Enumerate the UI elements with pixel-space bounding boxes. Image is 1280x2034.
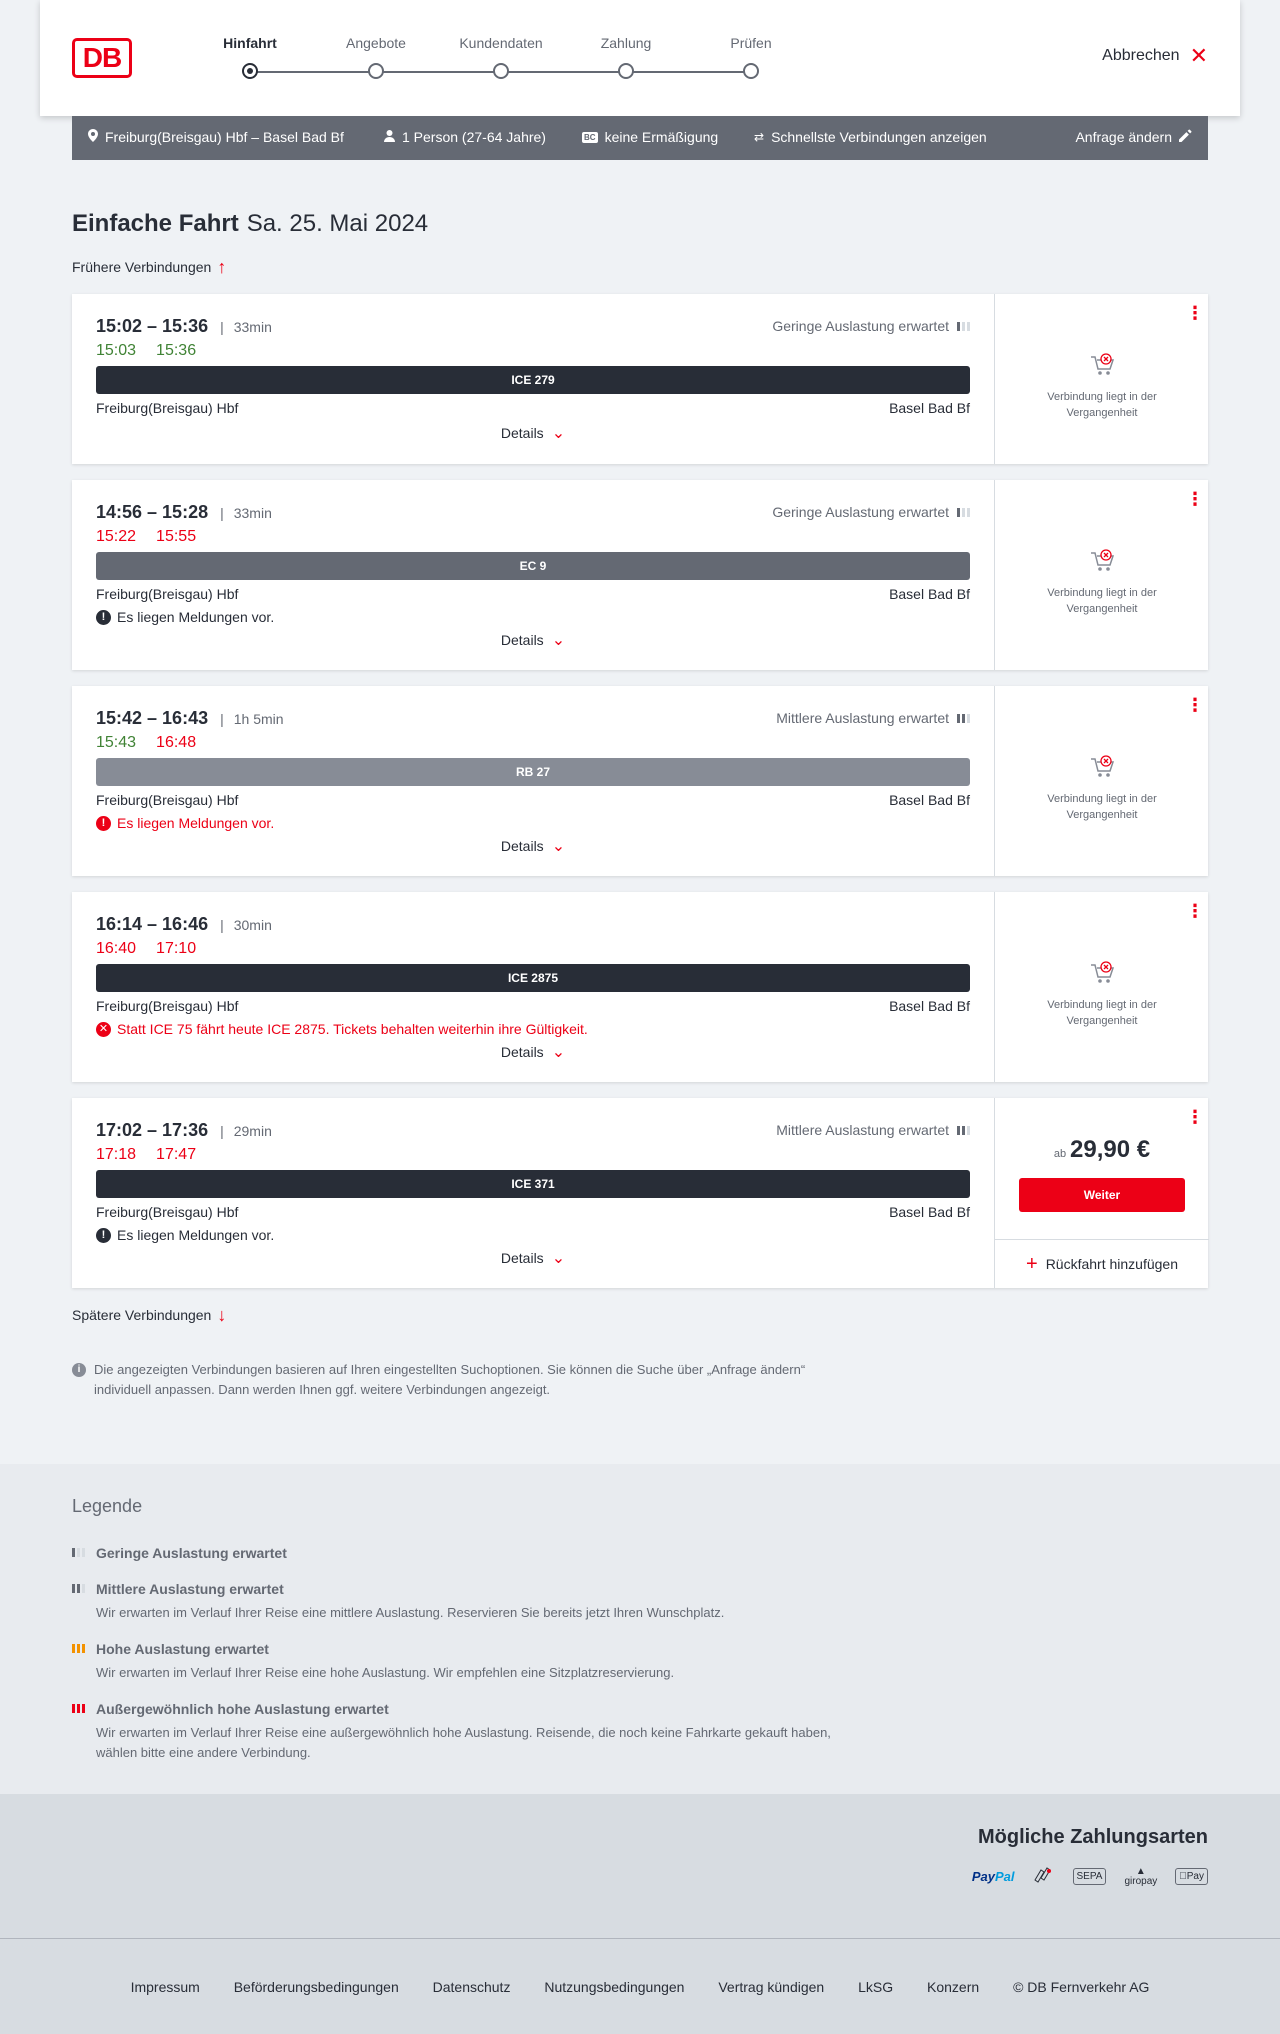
- legend-item-text: Wir erwarten im Verlauf Ihrer Reise eine außergewöhnlich hohe Auslastung. Reisende, die noch keine Fahrkarte gekauft haben, wählen bitte eine andere Verbindung.: [96, 1725, 831, 1760]
- more-options-icon[interactable]: ⋮: [1186, 489, 1204, 509]
- connection-main: [72, 294, 994, 464]
- booking-header: [40, 0, 1240, 116]
- details-label: Details: [500, 838, 544, 854]
- step-dot: [743, 63, 759, 79]
- swap-arrows-icon: ⇄: [754, 130, 765, 144]
- occupancy-low-icon: [72, 1548, 85, 1557]
- legend-item-medium: [72, 1581, 872, 1623]
- connection-times: [96, 1120, 272, 1141]
- step-dot: [618, 63, 634, 79]
- legend-item-title: Mittlere Auslastung erwartet: [96, 1581, 284, 1597]
- step-dot: [368, 63, 384, 79]
- connection-offer-panel: [994, 480, 1208, 670]
- page-title: [72, 210, 428, 238]
- arrival-station: Basel Bad Bf: [889, 400, 970, 416]
- departure-station: Freiburg(Breisgau) Hbf: [96, 400, 239, 416]
- occupancy-icon: [957, 1126, 970, 1135]
- connection-offer-panel: [994, 1098, 1208, 1288]
- duration: 33min: [233, 318, 272, 335]
- scheduled-times: 17:02 – 17:36: [96, 1120, 209, 1140]
- footer-links: [0, 1979, 1280, 1995]
- footer-link-konzern[interactable]: Konzern: [927, 1979, 980, 1995]
- legend-title: Legende: [72, 1496, 143, 1516]
- step-hinfahrt: [190, 35, 310, 51]
- connection-card[interactable]: [72, 1098, 1208, 1288]
- booking-stepper: [170, 0, 810, 116]
- fastest-connections-toggle[interactable]: [754, 129, 987, 145]
- connection-times: [96, 914, 272, 935]
- occupancy-text: Mittlere Auslastung erwartet: [776, 1122, 949, 1138]
- legend-item-high: [72, 1641, 872, 1683]
- legend-section: [0, 1464, 1280, 1794]
- past-connection-text: Verbindung liegt in der Vergangenheit: [1047, 391, 1157, 419]
- occupancy-icon: [957, 508, 970, 517]
- chevron-down-icon: ⌄: [551, 1250, 566, 1267]
- realtime-times: [96, 734, 216, 752]
- connection-message: [96, 1021, 588, 1037]
- search-info-note: [72, 1360, 852, 1400]
- realtime-times: [96, 1146, 216, 1164]
- realtime-times: [96, 940, 216, 958]
- realtime-arrival: 16:48: [156, 734, 197, 751]
- connection-offer-panel: [994, 892, 1208, 1082]
- past-connection-text: Verbindung liegt in der Vergangenheit: [1047, 587, 1157, 615]
- details-toggle[interactable]: [72, 423, 994, 443]
- connection-main: [72, 1098, 994, 1288]
- fastest-text: Schnellste Verbindungen anzeigen: [771, 129, 987, 145]
- chevron-down-icon: ⌄: [551, 632, 566, 649]
- price-prefix: ab: [1053, 1148, 1067, 1160]
- discount-text: keine Ermäßigung: [604, 129, 719, 145]
- chevron-down-icon: ⌄: [551, 838, 566, 855]
- departure-station: Freiburg(Breisgau) Hbf: [96, 998, 239, 1014]
- separator: |: [220, 1122, 224, 1139]
- footer-link-lksg[interactable]: LkSG: [858, 1979, 894, 1995]
- legend-item-text: Wir erwarten im Verlauf Ihrer Reise eine hohe Auslastung. Wir empfehlen eine Sitzplatzreservierung.: [96, 1665, 675, 1680]
- chevron-down-icon: ⌄: [551, 1044, 566, 1061]
- step-pruefen[interactable]: [691, 35, 811, 51]
- realtime-departure: 15:43: [96, 734, 137, 751]
- connection-card[interactable]: [72, 294, 1208, 464]
- train-bar[interactable]: EC 9: [96, 552, 970, 580]
- chevron-down-icon: ⌄: [551, 425, 566, 442]
- occupancy-icon: [957, 714, 970, 723]
- details-toggle[interactable]: [72, 1248, 994, 1268]
- details-toggle[interactable]: [72, 836, 994, 856]
- occupancy-high-icon: [72, 1644, 85, 1653]
- apple-pay-icon: Pay: [1175, 1868, 1208, 1885]
- departure-station: Freiburg(Breisgau) Hbf: [96, 586, 239, 602]
- realtime-arrival: 17:47: [156, 1146, 197, 1163]
- search-summary-bar: [72, 116, 1208, 160]
- location-pin-icon: [88, 129, 98, 145]
- add-return-label: Rückfahrt hinzufügen: [1045, 1256, 1178, 1272]
- later-connections-link[interactable]: [72, 1307, 226, 1323]
- occupancy-text: Mittlere Auslastung erwartet: [776, 710, 949, 726]
- footer-copyright: © DB Fernverkehr AG: [1013, 1979, 1150, 1995]
- realtime-departure: 15:03: [96, 342, 137, 359]
- route-text: Freiburg(Breisgau) Hbf – Basel Bad Bf: [105, 129, 344, 145]
- connection-times: [96, 502, 272, 523]
- separator: |: [220, 318, 224, 335]
- duration: 1h 5min: [233, 710, 284, 727]
- alert-icon: !: [96, 816, 111, 831]
- train-bar[interactable]: ICE 371: [96, 1170, 970, 1198]
- realtime-arrival: 15:36: [156, 342, 197, 359]
- arrow-up-icon: ↑: [217, 257, 227, 277]
- occupancy-medium-icon: [72, 1584, 85, 1593]
- discount-summary: [582, 129, 718, 145]
- details-label: Details: [500, 1044, 544, 1060]
- step-dot: [493, 63, 509, 79]
- realtime-times: [96, 342, 216, 360]
- legend-item-text: Wir erwarten im Verlauf Ihrer Reise eine mittlere Auslastung. Reservieren Sie bereits jetzt Ihren Wunschplatz.: [96, 1605, 725, 1620]
- realtime-arrival: 17:10: [156, 940, 197, 957]
- past-connection-text: Verbindung liegt in der Vergangenheit: [1047, 999, 1157, 1027]
- payment-methods-title: Mögliche Zahlungsarten: [977, 1826, 1208, 1848]
- message-text: Statt ICE 75 fährt heute ICE 2875. Tickets behalten weiterhin ihre Gültigkeit.: [117, 1021, 588, 1037]
- connection-offer-panel: [994, 686, 1208, 876]
- arrival-station: Basel Bad Bf: [889, 998, 970, 1014]
- more-options-icon[interactable]: ⋮: [1186, 695, 1204, 715]
- step-kundendaten[interactable]: [441, 35, 561, 51]
- trip-date: Sa. 25. Mai 2024: [246, 210, 429, 237]
- footer-link-befoerderungsbedingungen[interactable]: Beförderungsbedingungen: [233, 1979, 399, 1995]
- duration: 29min: [233, 1122, 272, 1139]
- change-request-label: Anfrage ändern: [1075, 129, 1172, 145]
- connection-main: [72, 480, 994, 670]
- cart-unavailable-icon: [1089, 547, 1117, 575]
- bahncard-icon: BC: [584, 132, 596, 142]
- past-connection-text: Verbindung liegt in der Vergangenheit: [1047, 793, 1157, 821]
- realtime-times: [96, 528, 216, 546]
- step-label: Prüfen: [730, 35, 772, 51]
- arrow-down-icon: ↓: [217, 1305, 227, 1325]
- occupancy-info: [772, 504, 970, 520]
- continue-button[interactable]: Weiter: [1019, 1178, 1185, 1212]
- occupancy-text: Geringe Auslastung erwartet: [772, 318, 949, 334]
- cancel-button[interactable]: [1102, 43, 1208, 68]
- message-text: Es liegen Meldungen vor.: [117, 815, 275, 831]
- cart-unavailable-icon: [1089, 351, 1117, 379]
- step-angebote[interactable]: [316, 35, 436, 51]
- step-zahlung[interactable]: [566, 35, 686, 51]
- details-label: Details: [500, 425, 544, 441]
- duration: 33min: [233, 504, 272, 521]
- giropay-icon: ▲ giropay: [1124, 1865, 1158, 1887]
- message-text: Es liegen Meldungen vor.: [117, 1227, 275, 1243]
- realtime-departure: 15:22: [96, 528, 137, 545]
- arrival-station: Basel Bad Bf: [889, 1204, 970, 1220]
- legend-item-exceptional: [72, 1701, 872, 1763]
- connection-message: [96, 609, 274, 625]
- legend-item-title: Hohe Auslastung erwartet: [96, 1641, 269, 1657]
- arrival-station: Basel Bad Bf: [889, 792, 970, 808]
- footer-link-nutzungsbedingungen[interactable]: Nutzungsbedingungen: [544, 1979, 685, 1995]
- departure-station: Freiburg(Breisgau) Hbf: [96, 1204, 239, 1220]
- connection-message: [96, 815, 274, 831]
- step-label: Zahlung: [600, 35, 652, 51]
- route-summary: [88, 129, 344, 145]
- change-request-button[interactable]: [1075, 129, 1192, 145]
- scheduled-times: 14:56 – 15:28: [96, 502, 209, 522]
- step-dot: [242, 63, 258, 79]
- close-icon: ✕: [1189, 43, 1208, 68]
- plus-icon: +: [1026, 1252, 1038, 1275]
- separator: |: [220, 916, 224, 933]
- arrival-station: Basel Bad Bf: [889, 586, 970, 602]
- realtime-departure: 17:18: [96, 1146, 137, 1163]
- more-options-icon[interactable]: ⋮: [1186, 303, 1204, 323]
- occupancy-icon: [957, 322, 970, 331]
- occupancy-info: [772, 318, 970, 334]
- connection-card[interactable]: [72, 686, 1208, 876]
- connection-card[interactable]: [72, 892, 1208, 1082]
- scheduled-times: 15:42 – 16:43: [96, 708, 209, 728]
- details-toggle[interactable]: [72, 1042, 994, 1062]
- price-display: [995, 1136, 1209, 1164]
- legend-item-title: Geringe Auslastung erwartet: [96, 1545, 287, 1561]
- payment-methods-section: [0, 1794, 1280, 1938]
- occupancy-info: [776, 1122, 970, 1138]
- paypal-icon: PayPal: [971, 1869, 1015, 1884]
- connection-offer-panel: [994, 294, 1208, 464]
- realtime-departure: 16:40: [96, 940, 137, 957]
- duration: 30min: [233, 916, 272, 933]
- train-bar[interactable]: RB 27: [96, 758, 970, 786]
- later-connections-label: Spätere Verbindungen: [72, 1307, 212, 1323]
- footer-link-impressum[interactable]: Impressum: [130, 1979, 200, 1995]
- connection-card[interactable]: [72, 480, 1208, 670]
- details-label: Details: [500, 1250, 544, 1266]
- train-bar[interactable]: ICE 2875: [96, 964, 970, 992]
- more-options-icon[interactable]: ⋮: [1186, 1107, 1204, 1127]
- more-options-icon[interactable]: ⋮: [1186, 901, 1204, 921]
- step-label: Kundendaten: [459, 35, 543, 51]
- connection-main: [72, 892, 994, 1082]
- footer-link-vertrag-kuendigen[interactable]: Vertrag kündigen: [718, 1979, 825, 1995]
- footer: [0, 1938, 1280, 2034]
- traveller-text: 1 Person (27-64 Jahre): [402, 129, 546, 145]
- trip-type-label: Einfache Fahrt: [72, 210, 239, 237]
- add-return-trip-button[interactable]: [995, 1239, 1209, 1288]
- credit-card-icon: [1033, 1866, 1055, 1887]
- step-label: Hinfahrt: [223, 35, 277, 51]
- legend-item-low: [72, 1545, 872, 1561]
- message-text: Es liegen Meldungen vor.: [117, 609, 275, 625]
- footer-link-datenschutz[interactable]: Datenschutz: [432, 1979, 511, 1995]
- occupancy-exceptional-icon: [72, 1704, 85, 1713]
- scheduled-times: 15:02 – 15:36: [96, 316, 209, 336]
- earlier-connections-link[interactable]: [72, 259, 226, 275]
- realtime-arrival: 15:55: [156, 528, 197, 545]
- separator: |: [220, 710, 224, 727]
- train-bar[interactable]: ICE 279: [96, 366, 970, 394]
- sepa-icon: SEPA: [1073, 1868, 1107, 1885]
- cart-unavailable-icon: [1089, 959, 1117, 987]
- scheduled-times: 16:14 – 16:46: [96, 914, 209, 934]
- separator: |: [220, 504, 224, 521]
- legend-item-title: Außergewöhnlich hohe Auslastung erwartet: [96, 1701, 389, 1717]
- details-toggle[interactable]: [72, 630, 994, 650]
- cart-unavailable-icon: [1089, 753, 1117, 781]
- db-logo[interactable]: DB: [72, 38, 132, 78]
- payment-icons: [972, 1866, 1208, 1887]
- alert-icon: !: [96, 1228, 111, 1243]
- step-label: Angebote: [346, 35, 406, 51]
- occupancy-text: Geringe Auslastung erwartet: [772, 504, 949, 520]
- connection-message: [96, 1227, 274, 1243]
- connection-main: [72, 686, 994, 876]
- cancel-label: Abbrechen: [1102, 47, 1180, 64]
- earlier-connections-label: Frühere Verbindungen: [72, 259, 212, 275]
- price-value: 29,90 €: [1070, 1136, 1151, 1163]
- connection-times: [96, 708, 284, 729]
- info-icon: i: [72, 1363, 86, 1377]
- error-icon: ✕: [96, 1022, 111, 1037]
- person-icon: [384, 130, 395, 145]
- details-label: Details: [500, 632, 544, 648]
- note-text: Die angezeigten Verbindungen basieren auf Ihren eingestellten Suchoptionen. Sie können die Suche über „Anfrage ändern“ individuell anpassen. Dann werden Ihnen ggf. weitere Verbindungen angezeigt.: [94, 1362, 806, 1397]
- occupancy-info: [776, 710, 970, 726]
- pencil-icon: [1179, 129, 1192, 145]
- traveller-summary: [384, 129, 546, 145]
- departure-station: Freiburg(Breisgau) Hbf: [96, 792, 239, 808]
- connection-times: [96, 316, 272, 337]
- alert-icon: !: [96, 610, 111, 625]
